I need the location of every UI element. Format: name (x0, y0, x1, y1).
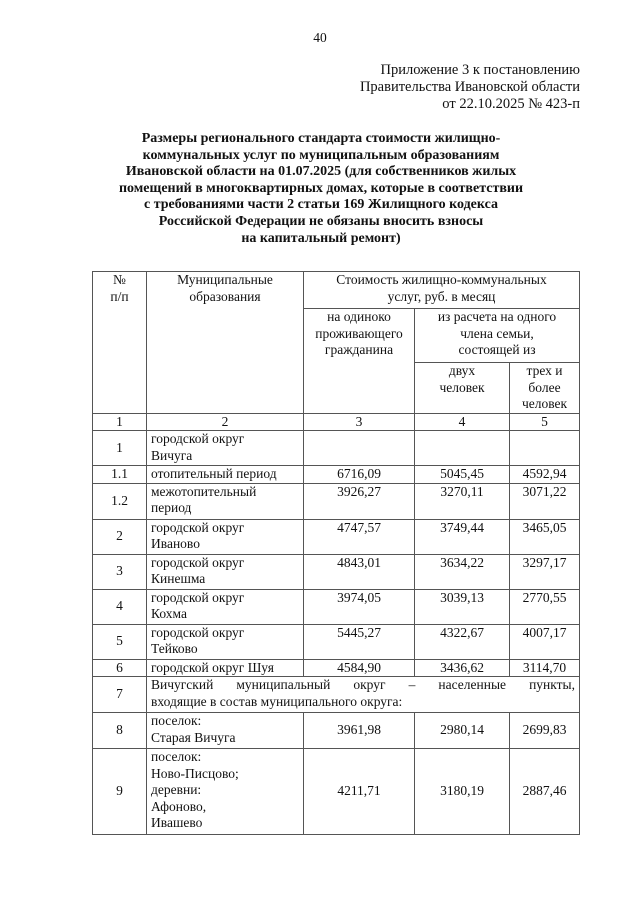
cost-two: 4322,67 (415, 624, 510, 659)
table-row (93, 483, 580, 519)
name-line: Старая Вичуга (151, 729, 236, 745)
header-text: проживающего (315, 325, 403, 341)
table-row (93, 554, 580, 589)
cost-two: 3039,13 (415, 589, 510, 624)
name-line: Ново-Писцово; (151, 765, 239, 781)
header-text: Муниципальные (177, 272, 273, 287)
table-row (93, 713, 580, 749)
municipality-name (147, 431, 304, 466)
cost-two: 3634,22 (415, 554, 510, 589)
column-number: 3 (304, 414, 415, 431)
cost-three-plus: 3071,22 (510, 483, 580, 519)
page-number: 40 (313, 30, 327, 45)
title-line: Российской Федерации не обязаны вносить взносы (158, 213, 484, 229)
cost-three-plus: 2770,55 (510, 589, 580, 624)
row-number: 8 (93, 713, 147, 749)
table-row (93, 589, 580, 624)
name-line: Ивашево (151, 815, 203, 830)
appendix-line: Правительства Ивановской области (359, 79, 580, 95)
row-number: 9 (93, 749, 147, 835)
municipality-name (147, 659, 304, 677)
cost-single: 4584,90 (304, 659, 415, 677)
header-three-plus-persons (510, 363, 580, 414)
header-text: № (113, 272, 126, 287)
header-single-resident (304, 309, 415, 414)
column-number: 5 (510, 414, 580, 431)
cost-single: 4747,57 (304, 519, 415, 554)
cost-two: 5045,45 (415, 466, 510, 484)
municipality-name (147, 554, 304, 589)
row-number: 4 (93, 589, 147, 624)
municipality-name (147, 483, 304, 519)
municipality-name (147, 624, 304, 659)
column-number-row (93, 414, 580, 431)
name-line: поселок: (151, 713, 202, 728)
cost-three-plus: 4592,94 (510, 466, 580, 484)
cost-single: 4843,01 (304, 554, 415, 589)
name-line: Вичугский муниципальный округ – населенные пункты, (151, 677, 576, 692)
cost-three-plus: 4007,17 (510, 624, 580, 659)
header-text: более (528, 379, 561, 395)
header-row (93, 272, 580, 309)
header-text: двух (448, 363, 476, 378)
name-line: городской округ (151, 519, 245, 535)
appendix-line: Приложение 3 к постановлению (380, 62, 580, 78)
header-text: п/п (110, 288, 129, 304)
cost-three-plus: 3114,70 (510, 659, 580, 677)
table-row (93, 749, 580, 835)
row-number: 6 (93, 659, 147, 677)
cost-two (415, 431, 510, 466)
title-line: с требованиями части 2 статьи 169 Жилищного кодекса (144, 197, 498, 213)
appendix-reference (360, 62, 580, 113)
name-line: городской округ (151, 431, 245, 446)
row-number: 3 (93, 554, 147, 589)
header-text: гражданина (324, 342, 394, 357)
row-number: 1.2 (93, 483, 147, 519)
municipality-name (147, 749, 304, 835)
cost-single: 3926,27 (304, 483, 415, 519)
cost-single: 6716,09 (304, 466, 415, 484)
header-text: состоящей из (458, 342, 536, 357)
title-line: Ивановской области на 01.07.2025 (для собственников жилых (125, 164, 517, 180)
name-line: Кинешма (151, 571, 206, 586)
title-line: Размеры регионального стандарта стоимости жилищно- (141, 131, 501, 146)
title-line: коммунальных услуг по муниципальным образованиям (142, 147, 500, 163)
name-line: отопительный период (151, 466, 277, 481)
cost-single: 3974,05 (304, 589, 415, 624)
header-text: человек (439, 379, 485, 395)
title-line: на капитальный ремонт) (241, 230, 401, 246)
cost-single: 5445,27 (304, 624, 415, 659)
header-per-family-member (415, 309, 580, 363)
name-line: период (151, 500, 192, 515)
header-col-municipality (147, 272, 304, 414)
table-row (93, 431, 580, 466)
cost-two: 3436,62 (415, 659, 510, 677)
column-number: 1 (93, 414, 147, 431)
header-two-persons (415, 363, 510, 414)
header-text: человек (521, 396, 568, 411)
header-col-number (93, 272, 147, 414)
table-row (93, 519, 580, 554)
name-line: Кохма (151, 606, 187, 621)
document-title (90, 131, 552, 247)
cost-single: 4211,71 (304, 749, 415, 835)
name-line: межотопительный (151, 483, 257, 499)
table-row (93, 624, 580, 659)
cost-three-plus: 3465,05 (510, 519, 580, 554)
row-number: 2 (93, 519, 147, 554)
title-line: помещений в многоквартирных домах, которые в соответствии (118, 180, 524, 196)
name-line: Иваново (151, 536, 200, 551)
column-number: 2 (147, 414, 304, 431)
header-text: из расчета на одного (437, 309, 557, 324)
cost-standard-table (92, 271, 580, 835)
name-line: деревни: (151, 782, 202, 797)
row-number: 1 (93, 431, 147, 466)
name-line: городской округ Шуя (151, 659, 274, 675)
name-line: городской округ (151, 554, 245, 570)
cost-single: 3961,98 (304, 713, 415, 749)
header-cost-group (304, 272, 580, 309)
name-line: входящие в состав муниципального округа: (151, 693, 403, 709)
name-line: поселок: (151, 749, 202, 764)
cost-three-plus: 2887,46 (510, 749, 580, 835)
cost-single (304, 431, 415, 466)
cost-three-plus: 3297,17 (510, 554, 580, 589)
cost-three-plus (510, 431, 580, 466)
header-text: на одиноко (327, 309, 391, 324)
header-text: услуг, руб. в месяц (387, 288, 496, 304)
row-number: 1.1 (93, 466, 147, 484)
municipality-name (147, 466, 304, 484)
municipal-district-heading (147, 677, 580, 713)
cost-three-plus: 2699,83 (510, 713, 580, 749)
name-line: городской округ (151, 624, 245, 640)
cost-two: 3270,11 (415, 483, 510, 519)
header-text: Стоимость жилищно-коммунальных (336, 272, 547, 287)
cost-two: 2980,14 (415, 713, 510, 749)
municipality-name (147, 713, 304, 749)
table-row (93, 466, 580, 484)
table-row (93, 677, 580, 713)
cost-two: 3180,19 (415, 749, 510, 835)
table-row (93, 659, 580, 677)
name-line: Вичуга (151, 447, 193, 463)
header-text: образования (189, 288, 261, 304)
name-line: городской округ (151, 589, 245, 605)
cost-two: 3749,44 (415, 519, 510, 554)
appendix-line: от 22.10.2025 № 423-п (442, 96, 580, 112)
row-number: 7 (93, 677, 147, 713)
row-number: 5 (93, 624, 147, 659)
municipality-name (147, 589, 304, 624)
municipality-name (147, 519, 304, 554)
column-number: 4 (415, 414, 510, 431)
name-line: Афоново, (151, 798, 207, 814)
name-line: Тейково (151, 641, 198, 656)
header-text: трех и (526, 363, 563, 378)
header-text: члена семьи, (460, 325, 534, 341)
